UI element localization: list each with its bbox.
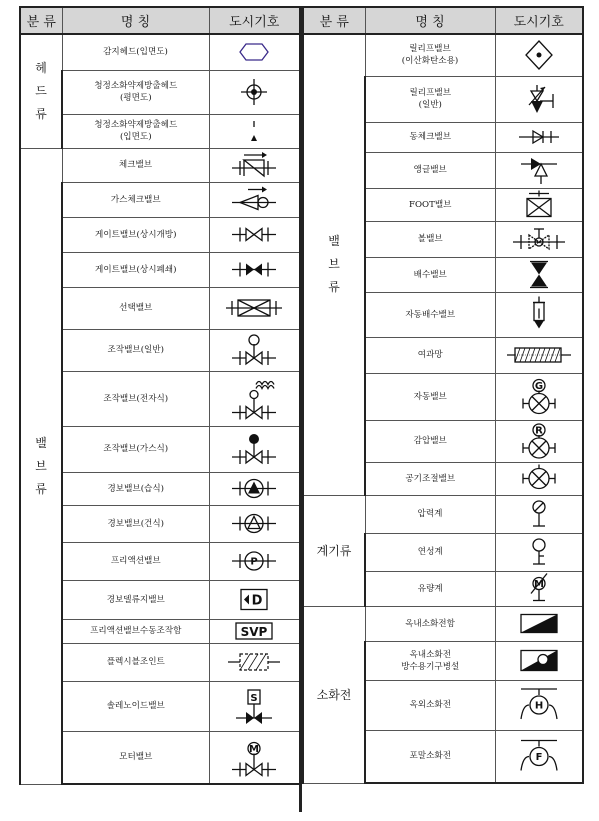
angle-valve-icon	[496, 153, 582, 187]
symbol-cell	[209, 580, 300, 619]
svg-text:M: M	[249, 743, 260, 755]
header-category: 분 류	[20, 7, 62, 34]
table-row	[20, 114, 300, 148]
svg-text:G: G	[534, 381, 543, 392]
hexagon-icon	[210, 35, 298, 69]
table-row	[20, 643, 300, 681]
symbol-name: 청정소화약제방출헤드 (평면도)	[62, 70, 209, 114]
table-row	[303, 34, 583, 76]
symbol-name: 프리액션밸브수동조작함	[62, 619, 209, 643]
selector-valve-icon	[210, 288, 298, 328]
symbol-cell	[209, 731, 300, 784]
symbol-name: 경보밸브(습식)	[62, 472, 209, 505]
relief-valve-co2-icon	[496, 35, 582, 75]
symbol-cell	[209, 619, 300, 643]
solenoid-valve-icon	[210, 682, 298, 730]
table-row	[20, 542, 300, 580]
table-row	[20, 182, 300, 217]
symbol-name: 릴리프밸브 (일반)	[365, 76, 495, 122]
operated-valve-icon	[210, 330, 298, 370]
flow-meter-icon	[496, 572, 582, 605]
deluge-valve-icon	[210, 581, 298, 618]
symbol-cell	[209, 681, 300, 731]
svg-text:R: R	[534, 425, 543, 437]
symbol-name: 릴리프밸브 (이산화탄소용)	[365, 34, 495, 76]
symbol-name: 경보밸브(건식)	[62, 505, 209, 542]
category-char: 밸	[35, 435, 47, 450]
table-row	[20, 34, 300, 70]
table-row	[20, 731, 300, 784]
symbol-name: 압력계	[365, 495, 495, 533]
category-label: 계기류	[316, 544, 352, 558]
left-table	[19, 6, 301, 785]
symbol-cell	[495, 152, 583, 188]
symbol-name: 옥내소화전 방수용기구병설	[365, 641, 495, 680]
category-char: 브	[328, 257, 340, 272]
symbol-cell	[495, 533, 583, 571]
symbol-name: 포말소화전	[365, 730, 495, 783]
symbol-cell	[209, 329, 300, 371]
table-row	[20, 70, 300, 114]
category-meter	[303, 495, 365, 606]
compound-gauge-icon	[496, 534, 582, 570]
symbol-name: 가스체크밸브	[62, 182, 209, 217]
symbol-name: 플렉시블조인트	[62, 643, 209, 681]
symbol-cell	[209, 287, 300, 329]
symbol-name: 자동배수밸브	[365, 292, 495, 337]
symbol-name: 조작밸브(가스식)	[62, 426, 209, 472]
svg-text:H: H	[534, 700, 543, 712]
symbol-cell	[209, 217, 300, 252]
gas-operated-valve-icon	[210, 427, 298, 471]
outdoor-hydrant-icon	[496, 681, 582, 729]
symbol-cell	[495, 292, 583, 337]
symbol-cell	[495, 641, 583, 680]
header-name: 명 칭	[365, 7, 495, 34]
indoor-hydrant-box-icon	[496, 607, 582, 640]
table-row	[20, 217, 300, 252]
table-row	[303, 495, 583, 533]
auto-valve-icon	[496, 374, 582, 419]
alarm-valve-wet-icon	[210, 473, 298, 504]
alarm-valve-dry-icon	[210, 506, 298, 541]
flexible-joint-icon	[210, 644, 298, 680]
symbol-name: 솔레노이드밸브	[62, 681, 209, 731]
preaction-valve-icon	[210, 543, 298, 579]
svg-text:S: S	[250, 693, 258, 704]
symbol-cell	[495, 606, 583, 641]
symbol-cell	[495, 257, 583, 292]
category-char: 헤	[35, 60, 47, 75]
header-symbol: 도시기호	[209, 7, 300, 34]
svg-text:F: F	[535, 751, 543, 763]
solenoid-operated-valve-icon	[210, 372, 298, 425]
category-char: 류	[35, 481, 47, 496]
symbol-cell	[495, 34, 583, 76]
symbol-name: 게이트밸브(상시폐쇄)	[62, 252, 209, 287]
svp-box-icon	[210, 620, 298, 642]
right-table	[302, 6, 584, 784]
air-control-valve-icon	[496, 463, 582, 494]
table-row	[20, 619, 300, 643]
svg-text:SVP: SVP	[240, 625, 268, 639]
gate-valve-open-icon	[210, 218, 298, 251]
symbol-cell	[209, 426, 300, 472]
symbol-cell	[209, 148, 300, 182]
symbol-cell	[495, 495, 583, 533]
symbol-name: 감지헤드(입면도)	[62, 34, 209, 70]
drain-valve-icon	[496, 258, 582, 291]
symbol-cell	[209, 371, 300, 426]
symbol-cell	[209, 643, 300, 681]
symbol-name: 유량계	[365, 571, 495, 606]
indoor-hydrant-combined-icon	[496, 642, 582, 679]
symbol-cell	[495, 188, 583, 221]
category-valve	[20, 148, 62, 784]
gate-valve-closed-icon	[210, 253, 298, 286]
symbol-name: 청정소화약제방출헤드 (입면도)	[62, 114, 209, 148]
symbol-name: 선택밸브	[62, 287, 209, 329]
symbol-name: 프리액션밸브	[62, 542, 209, 580]
symbol-cell	[495, 76, 583, 122]
table-row	[20, 580, 300, 619]
ball-valve-icon	[496, 222, 582, 256]
table-row	[20, 148, 300, 182]
symbol-cell	[495, 730, 583, 783]
symbol-name: 볼밸브	[365, 221, 495, 257]
symbol-cell	[495, 373, 583, 420]
symbol-cell	[209, 114, 300, 148]
symbol-cell	[495, 337, 583, 373]
category-valve	[303, 34, 365, 495]
symbol-name: 옥내소화전함	[365, 606, 495, 641]
pressure-reducing-valve-icon	[496, 421, 582, 461]
symbol-name: 동체크밸브	[365, 122, 495, 152]
symbol-name: 게이트밸브(상시개방)	[62, 217, 209, 252]
category-char: 브	[35, 458, 47, 473]
category-char: 류	[328, 280, 340, 295]
symbol-name: 모터밸브	[62, 731, 209, 784]
symbol-name: 자동밸브	[365, 373, 495, 420]
symbol-cell	[495, 122, 583, 152]
category-char: 드	[35, 83, 47, 98]
symbol-name: 경보델류지밸브	[62, 580, 209, 619]
symbol-name: 감압밸브	[365, 420, 495, 462]
symbol-cell	[495, 420, 583, 462]
gas-check-valve-icon	[210, 183, 298, 216]
category-head	[20, 34, 62, 148]
category-hydrant	[303, 606, 365, 783]
check-valve-icon	[210, 149, 298, 181]
symbol-name: 조작밸브(전자식)	[62, 371, 209, 426]
symbol-cell	[209, 505, 300, 542]
symbol-name: 연성계	[365, 533, 495, 571]
symbol-name: FOOT밸브	[365, 188, 495, 221]
symbol-name: 여과망	[365, 337, 495, 373]
symbol-table	[19, 6, 582, 812]
symbol-cell	[209, 34, 300, 70]
symbol-cell	[209, 542, 300, 580]
table-row	[20, 426, 300, 472]
symbol-name: 체크밸브	[62, 148, 209, 182]
category-char: 류	[35, 106, 47, 121]
table-row	[303, 606, 583, 641]
symbol-name: 앵글밸브	[365, 152, 495, 188]
category-char: 밸	[328, 234, 340, 249]
table-row	[20, 505, 300, 542]
svg-text:M: M	[533, 579, 544, 590]
symbol-cell	[209, 472, 300, 505]
symbol-name: 조작밸브(일반)	[62, 329, 209, 371]
header-symbol: 도시기호	[495, 7, 583, 34]
header-name: 명 칭	[62, 7, 209, 34]
motor-valve-icon	[210, 732, 298, 783]
symbol-cell	[495, 571, 583, 606]
body-check-valve-icon	[496, 123, 582, 151]
symbol-cell	[495, 680, 583, 730]
crosshair-circle-icon	[210, 71, 298, 113]
table-row	[20, 287, 300, 329]
table-row	[20, 371, 300, 426]
table-row	[20, 252, 300, 287]
foam-hydrant-icon	[496, 731, 582, 782]
symbol-cell	[495, 221, 583, 257]
svg-text:D: D	[251, 593, 263, 609]
symbol-name: 옥외소화전	[365, 680, 495, 730]
symbol-cell	[209, 70, 300, 114]
nozzle-elevation-icon	[210, 115, 298, 147]
relief-valve-general-icon	[496, 77, 582, 121]
table-row	[20, 329, 300, 371]
foot-valve-icon	[496, 189, 582, 220]
strainer-icon	[496, 338, 582, 372]
category-label: 소화전	[316, 688, 352, 702]
svg-text:P: P	[250, 556, 258, 568]
pressure-gauge-icon	[496, 496, 582, 532]
symbol-cell	[495, 462, 583, 495]
symbol-cell	[209, 252, 300, 287]
header-category: 분 류	[303, 7, 365, 34]
auto-drain-valve-icon	[496, 293, 582, 336]
symbol-cell	[209, 182, 300, 217]
table-row	[20, 472, 300, 505]
symbol-name: 배수밸브	[365, 257, 495, 292]
symbol-name: 공기조절밸브	[365, 462, 495, 495]
table-row	[20, 681, 300, 731]
